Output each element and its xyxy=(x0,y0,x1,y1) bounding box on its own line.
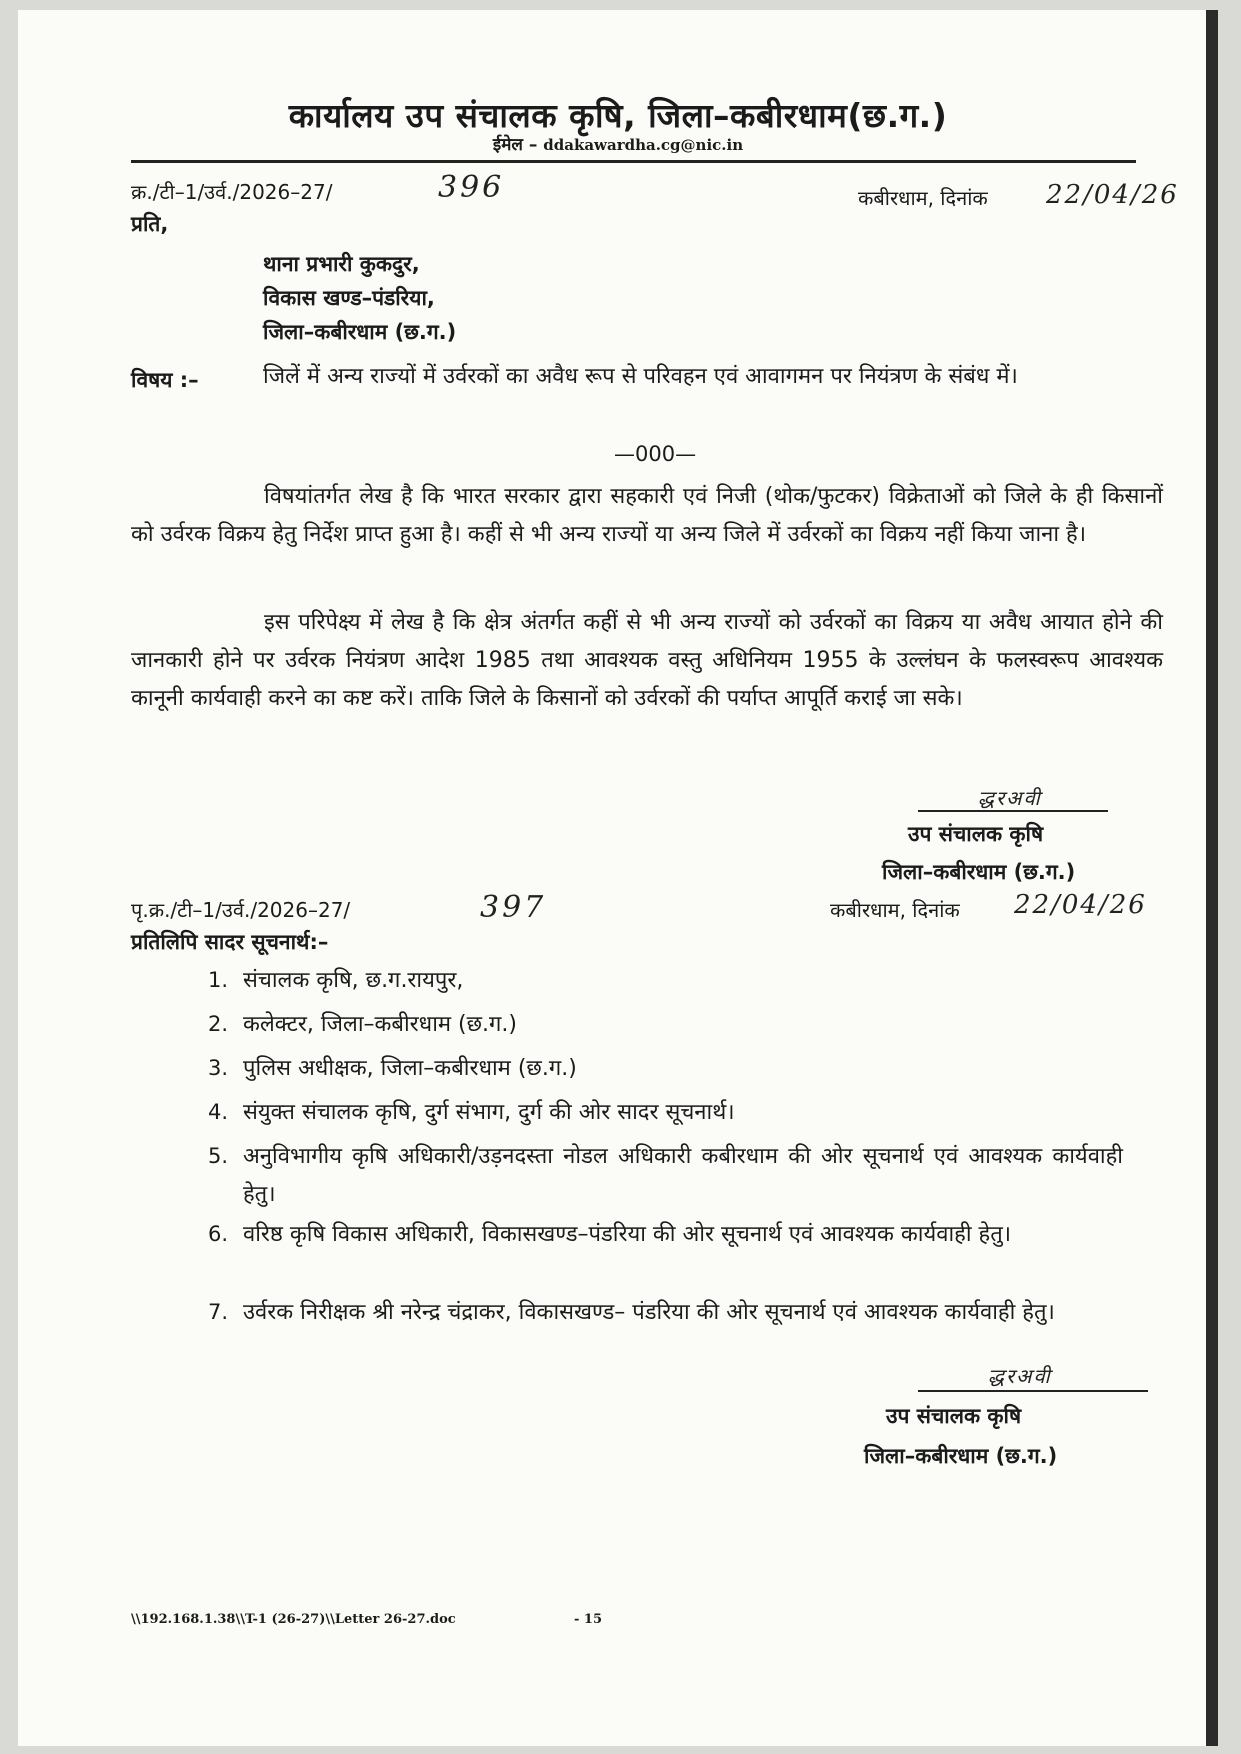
copy-ref-hand-no: 397 xyxy=(480,890,547,925)
separator: —000— xyxy=(614,442,697,466)
email-address: ddakawardha.cg@nic.in xyxy=(543,136,744,154)
copy-item-num: 3. xyxy=(208,1056,229,1080)
subject-text: जिलें में अन्य राज्यों में उर्वरकों का अवैध रूप से परिवहन एवं आवागमन पर नियंत्रण के संबंध में। xyxy=(263,364,1018,389)
letter-ref-hand-no: 396 xyxy=(438,170,505,205)
copy-item-num: 4. xyxy=(208,1100,229,1124)
copy-item-text: वरिष्ठ कृषि विकास अधिकारी, विकासखण्ड–पंडरिया की ओर सूचनार्थ एवं आवश्यक कार्यवाही हेतु। xyxy=(243,1222,1012,1247)
signature-2: द्धरअवी xyxy=(988,1364,1052,1388)
header-rule xyxy=(131,160,1136,163)
copy-item-num: 2. xyxy=(208,1012,229,1036)
office-email xyxy=(18,132,1218,155)
copy-item-text: अनुविभागीय कृषि अधिकारी/उड़नदस्ता नोडल अधिकारी कबीरधाम की ओर सूचनार्थ एवं आवश्यक कार्यवाही हेतु। xyxy=(243,1144,1123,1207)
scan-edge xyxy=(1206,10,1218,1746)
copy-item-num: 1. xyxy=(208,968,229,992)
letter-page xyxy=(18,10,1218,1746)
letter-hand-date: 22/04/26 xyxy=(1046,180,1179,210)
letter-place-date: कबीरधाम, दिनांक xyxy=(858,186,988,210)
subject-label: विषय :– xyxy=(131,368,199,392)
copy-hand-date: 22/04/26 xyxy=(1014,890,1147,920)
copy-item-text: संचालक कृषि, छ.ग.रायपुर, xyxy=(243,968,464,993)
copy-place-date: कबीरधाम, दिनांक xyxy=(830,898,960,922)
copy-ref-no: पृ.क्र./टी–1/उर्व./2026–27/ xyxy=(131,898,351,922)
body-paragraph-1: विषयांतर्गत लेख है कि भारत सरकार द्वारा सहकारी एवं निजी (थोक/फुटकर) विक्रेताओं को जिले के ही किसानों को उर्वरक विक्रय हेतु निर्देश प्राप्त हुआ है। कहीं से भी अन्य राज्यों या अन्य जिले में उर्वरकों का विक्रय नहीं किया जाना है। xyxy=(131,484,1163,547)
copy-heading: प्रतिलिपि सादर सूचनार्थ:– xyxy=(131,930,329,954)
recipient-line-3: जिला–कबीरधाम (छ.ग.) xyxy=(263,320,457,344)
recipient-line-1: थाना प्रभारी कुकदुर, xyxy=(263,252,420,276)
recipient-line-2: विकास खण्ड–पंडरिया, xyxy=(263,286,435,310)
office-title: कार्यालय उप संचालक कृषि, जिला–कबीरधाम(छ.ग.) xyxy=(288,96,948,135)
sign-1-district: जिला–कबीरधाम (छ.ग.) xyxy=(882,860,1076,884)
body-paragraph-2: इस परिपेक्ष्य में लेख है कि क्षेत्र अंतर्गत कहीं से भी अन्य राज्यों को उर्वरकों का विक्रय या अवैध आयात होने की जानकारी होने पर उर्वरक नियंत्रण आदेश 1985 तथा आवश्यक वस्तु अधिनियम 1955 के उल्लंघन के फलस्वरूप आवश्यक कानूनी कार्यवाही करने का कष्ट करें। ताकि जिले के किसानों को उर्वरकों की पर्याप्त आपूर्ति कराई जा सके। xyxy=(131,610,1163,711)
footer-file-path: \\192.168.1.38\\T-1 (26-27)\\Letter 26-27.doc xyxy=(131,1612,456,1627)
copy-item-text: पुलिस अधीक्षक, जिला–कबीरधाम (छ.ग.) xyxy=(243,1056,577,1081)
copy-item-text: कलेक्टर, जिला–कबीरधाम (छ.ग.) xyxy=(243,1012,518,1037)
copy-item-num: 6. xyxy=(208,1222,229,1246)
sign-2-district: जिला–कबीरधाम (छ.ग.) xyxy=(864,1444,1058,1468)
signature-2-line xyxy=(918,1390,1148,1392)
copy-item-text: उर्वरक निरीक्षक श्री नरेन्द्र चंद्राकर, विकासखण्ड– पंडरिया की ओर सूचनार्थ एवं आवश्यक कार्यवाही हेतु। xyxy=(243,1300,1055,1325)
copy-item-text: संयुक्त संचालक कृषि, दुर्ग संभाग, दुर्ग की ओर सादर सूचनार्थ। xyxy=(243,1100,735,1125)
copy-item-num: 5. xyxy=(208,1144,229,1168)
signature-1: द्धरअवी xyxy=(978,786,1042,810)
sign-2-title: उप संचालक कृषि xyxy=(886,1404,1022,1428)
footer-page-number: - 15 xyxy=(574,1612,603,1627)
letter-ref-no: क्र./टी–1/उर्व./2026–27/ xyxy=(131,180,333,204)
copy-item-num: 7. xyxy=(208,1300,229,1324)
to-label: प्रति, xyxy=(131,212,169,236)
sign-1-title: उप संचालक कृषि xyxy=(908,822,1044,846)
signature-1-line xyxy=(918,810,1108,812)
email-label: ईमेल – xyxy=(492,135,538,155)
